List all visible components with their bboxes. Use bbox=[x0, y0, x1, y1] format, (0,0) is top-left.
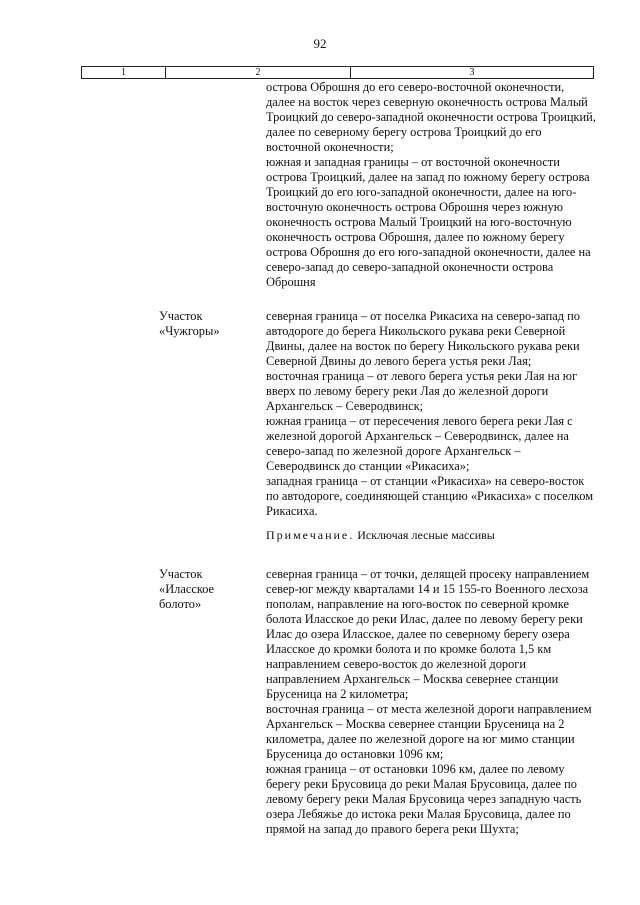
header-col-3: 3 bbox=[350, 67, 593, 78]
header-col-2: 2 bbox=[165, 67, 350, 78]
area-name-line: «Иласское bbox=[159, 582, 215, 596]
boundary-description bbox=[266, 80, 596, 290]
boundary-paragraph: западная граница – от станции «Рикасиха» на северо-восток по автодороге, соединяющей станцию «Рикасиха» с поселком Рикасиха. bbox=[266, 474, 594, 518]
boundary-paragraph: острова Оброшня до его северо-восточной оконечности, далее на восток через северную оконечность острова Малый Троицкий до северо-западной оконечности острова Троицкий, далее по северному берегу острова Троицкий до его восточной оконечности; bbox=[266, 80, 596, 154]
table-row bbox=[81, 309, 601, 543]
boundary-description bbox=[266, 567, 596, 837]
boundary-paragraph: северная граница – от поселка Рикасиха на северо-запад по автодороге до берега Никольского рукава реки Северной Двины, далее на восток по берегу Никольского рукава реки Северной Двины до левого берега устья реки Лая; bbox=[266, 309, 580, 368]
boundary-description bbox=[266, 309, 596, 543]
table-body bbox=[81, 80, 601, 837]
area-name-line: Участок bbox=[159, 309, 203, 323]
note bbox=[266, 528, 596, 543]
note-label: Примечание. bbox=[266, 528, 355, 542]
area-name-line: «Чужгоры» bbox=[159, 324, 220, 338]
area-name-line: болото» bbox=[159, 597, 202, 611]
boundary-paragraph: южная граница – от пересечения левого берега реки Лая с железной дорогой Архангельск – Северодвинск, далее на северо-запад по железной дороге Архангельск – Северодвинск до станции «Рикасиха»; bbox=[266, 414, 573, 473]
area-name bbox=[81, 567, 269, 837]
page-number: 92 bbox=[313, 36, 327, 51]
table-row bbox=[81, 80, 601, 290]
area-name bbox=[81, 309, 269, 543]
note-text: Исключая лесные массивы bbox=[357, 528, 495, 542]
table-header bbox=[81, 66, 594, 79]
area-name bbox=[81, 80, 269, 290]
boundary-paragraph: южная граница – от остановки 1096 км, далее по левому берегу реки Брусовица до реки Малая Брусовица, далее по левому берегу реки Малая Брусовица через западную часть озера Лебяжье до истока реки Малая Брусовица, далее по прямой на запад до правого берега реки Шухта; bbox=[266, 762, 582, 836]
table-row bbox=[81, 567, 601, 837]
boundary-paragraph: восточная граница – от места железной дороги направлением Архангельск – Москва севернее станции Брусеница на 2 километра, далее по железной дороге на юг мимо станции Брусеница до остановки 1096 км; bbox=[266, 702, 592, 761]
header-col-1: 1 bbox=[121, 67, 126, 78]
boundary-paragraph: северная граница – от точки, делящей просеку направлением север-юг между кварталами 14 и 15 155-го Военного лесхоза пополам, направление на юго-восток по северной кромке болота Иласское до реки Илас, далее по левому берегу реки Илас до озера Иласское, далее по северному берегу озера Иласское до кромки болота и по кромке болота 1,5 км направлением северо-восток до железной дороги направлением Архангельск – Москва севернее станции Брусеница на 2 километра; bbox=[266, 567, 590, 701]
area-name-line: Участок bbox=[159, 567, 203, 581]
boundary-paragraph: восточная граница – от левого берега устья реки Лая на юг вверх по левому берегу реки Лая до железной дороги Архангельск – Северодвинск; bbox=[266, 369, 578, 413]
boundary-paragraph: южная и западная границы – от восточной оконечности острова Троицкий, далее на запад по южному берегу острова Троицкий до его юго-западной оконечности, далее на юго-восточную оконечность острова Оброшня через южную оконечность острова Малый Троицкий на юго-восточную оконечность острова Оброшня, далее по южному берегу острова Оброшня до его юго-западной оконечности, далее на северо-запад до северо-западной оконечности острова Оброшня bbox=[266, 155, 591, 289]
